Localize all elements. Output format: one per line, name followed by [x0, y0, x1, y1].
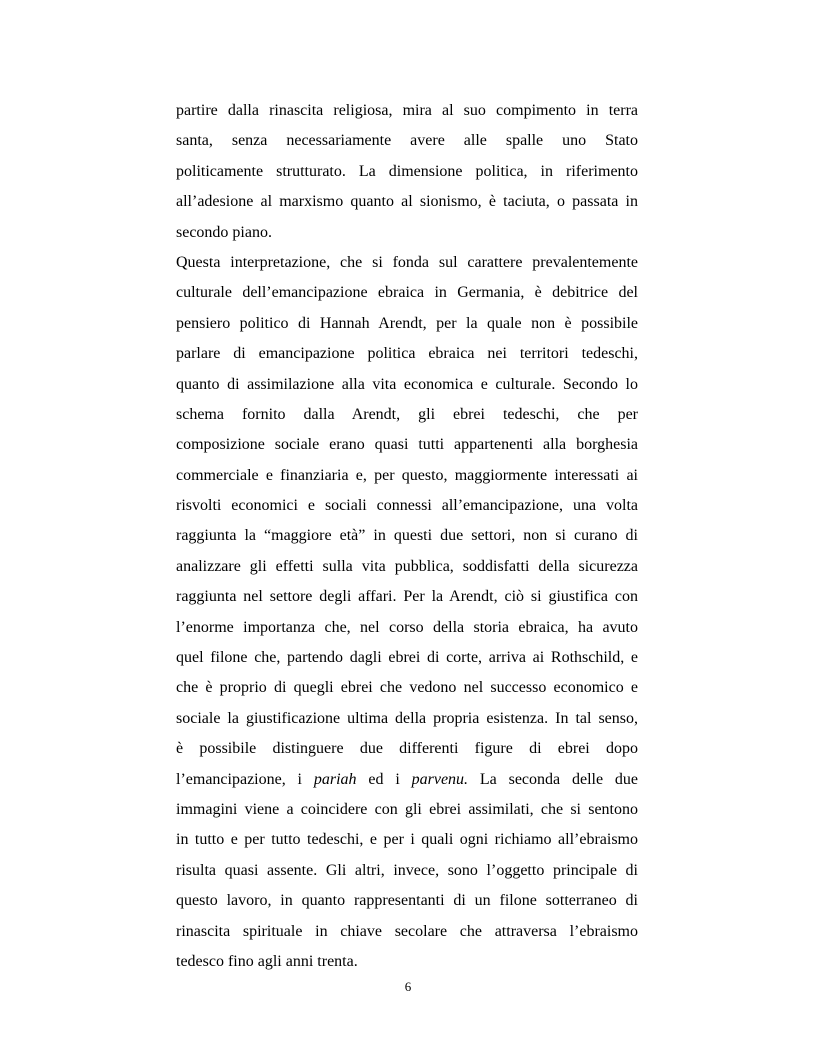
text-line: raggiunta la “maggiore età” in questi due settori, non si curano di: [176, 527, 638, 545]
text-line: risulta quasi assente. Gli altri, invece, sono l’oggetto principale di: [176, 861, 638, 879]
text-line: che è proprio di quegli ebrei che vedono nel successo economico e: [176, 679, 638, 697]
text-line: politicamente strutturato. La dimensione politica, in riferimento: [176, 162, 638, 180]
text-line: in tutto e per tutto tedeschi, e per i quali ogni richiamo all’ebraismo: [176, 831, 638, 849]
text-line: questo lavoro, in quanto rappresentanti di un filone sotterraneo di: [176, 892, 638, 910]
text-line: immagini viene a coincidere con gli ebrei assimilati, che si sentono: [176, 800, 638, 818]
text-line: all’adesione al marxismo quanto al sionismo, è taciuta, o passata in: [176, 193, 638, 211]
text-line: quanto di assimilazione alla vita economica e culturale. Secondo lo: [176, 375, 638, 393]
text-line: tedesco fino agli anni trenta.: [176, 952, 358, 970]
text-line: è possibile distinguere due differenti figure di ebrei dopo: [176, 740, 638, 758]
text-line: commerciale e finanziaria e, per questo, maggiormente interessati ai: [176, 466, 638, 484]
text-line: composizione sociale erano quasi tutti appartenenti alla borghesia: [176, 436, 638, 454]
text-line: santa, senza necessariamente avere alle spalle uno Stato: [176, 132, 638, 150]
text-line: l’enorme importanza che, nel corso della storia ebraica, ha avuto: [176, 618, 638, 636]
text-line: rinascita spirituale in chiave secolare che attraversa l’ebraismo: [176, 922, 638, 940]
text-line: parlare di emancipazione politica ebraica nei territori tedeschi,: [176, 345, 638, 363]
text-line: analizzare gli effetti sulla vita pubblica, soddisfatti della sicurezza: [176, 557, 638, 575]
body-text: [176, 96, 638, 977]
text-line: culturale dell’emancipazione ebraica in Germania, è debitrice del: [176, 284, 638, 302]
text-line: quel filone che, partendo dagli ebrei di corte, arriva ai Rothschild, e: [176, 649, 638, 667]
text-line: partire dalla rinascita religiosa, mira al suo compimento in terra: [176, 102, 638, 119]
italic-term-parvenu: parvenu.: [411, 770, 469, 788]
text-line: schema fornito dalla Arendt, gli ebrei tedeschi, che per: [176, 405, 638, 423]
text-segment: ed i: [356, 770, 412, 788]
text-line: pensiero politico di Hannah Arendt, per la quale non è possibile: [176, 314, 638, 332]
text-line-with-italics: [176, 765, 638, 795]
text-segment: La seconda delle due: [468, 770, 639, 788]
text-line: Questa interpretazione, che si fonda sul carattere prevalentemente: [176, 253, 638, 271]
page-number: 6: [404, 979, 412, 994]
text-line: sociale la giustificazione ultima della propria esistenza. In tal senso,: [176, 709, 638, 727]
text-segment: l’emancipazione, i: [176, 770, 314, 788]
text-line: risvolti economici e sociali connessi all’emancipazione, una volta: [176, 497, 638, 515]
italic-term-pariah: pariah: [313, 770, 357, 788]
text-line: raggiunta nel settore degli affari. Per la Arendt, ciò si giustifica con: [176, 588, 638, 606]
text-line: secondo piano.: [176, 223, 272, 241]
